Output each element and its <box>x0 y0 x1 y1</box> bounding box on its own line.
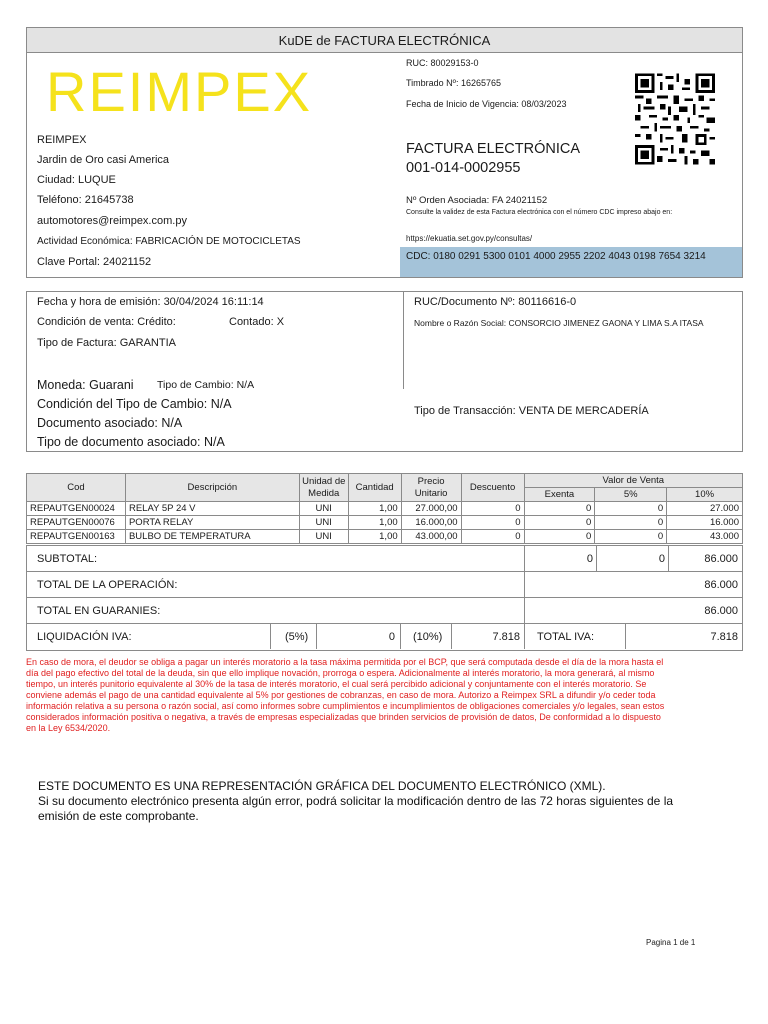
col-cod: Cod <box>27 474 126 502</box>
invoice-type: Tipo de Factura: GARANTIA <box>37 337 176 349</box>
col-divider <box>668 546 669 571</box>
operation-total-value: 86.000 <box>704 579 738 591</box>
cash-mark: Contado: X <box>229 316 285 328</box>
associated-order: Nº Orden Asociada: FA 24021152 <box>406 195 548 206</box>
associated-document-type: Tipo de documento asociado: N/A <box>37 435 225 449</box>
item-cod: REPAUTGEN00163 <box>27 530 126 544</box>
subtotal-label: SUBTOTAL: <box>37 553 98 565</box>
cdc-code: CDC: 0180 0291 5300 0101 4000 2955 2202 4043 0198 7654 3214 <box>400 247 742 277</box>
operation-total-row <box>27 572 742 598</box>
legal-line: día del pago efectivo del total de la deuda, sin que ello implique novación, prorroga o espera. Adicionalmente al interés moratorio, la mora generará, al mismo <box>26 668 655 678</box>
representation-title: ESTE DOCUMENTO ES UNA REPRESENTACIÓN GRÁFICA DEL DOCUMENTO ELECTRÓNICO (XML). <box>38 779 606 793</box>
col-divider <box>451 624 452 649</box>
col-divider <box>524 572 525 597</box>
col-unit: Unidad de Medida <box>299 474 348 502</box>
item-five: 0 <box>595 530 667 544</box>
company-address: Jardin de Oro casi America <box>37 154 170 166</box>
item-quantity: 1,00 <box>348 530 401 544</box>
item-description: BULBO DE TEMPERATURA <box>125 530 299 544</box>
col-description: Descripción <box>125 474 299 502</box>
legal-line: en la Ley 6534/2020. <box>26 723 111 733</box>
guaranies-total-label: TOTAL EN GUARANIES: <box>37 605 161 617</box>
subtotal-ten: 86.000 <box>704 553 738 565</box>
guaranies-total-row <box>27 598 742 624</box>
company-phone: Teléfono: 21645738 <box>37 194 134 206</box>
page-number: Pagina 1 de 1 <box>646 938 696 947</box>
col-divider <box>524 624 525 649</box>
iva-five-label: (5%) <box>285 631 309 643</box>
item-price: 27.000,00 <box>401 502 461 516</box>
item-unit: UNI <box>299 516 348 530</box>
subtotal-exenta: 0 <box>586 553 593 565</box>
legal-line: conviene además el pago de una cantidad equivalente al 5% por gestiones de cobranzas, en caso de mora. Autorizo a Reimpex SRL a difundir y/o ceder toda <box>26 690 656 700</box>
client-ruc: RUC/Documento Nº: 80116616-0 <box>414 296 577 308</box>
col-quantity: Cantidad <box>348 474 401 502</box>
item-exenta: 0 <box>524 516 595 530</box>
item-description: RELAY 5P 24 V <box>125 502 299 516</box>
legal-line: considerados información positiva o negativa, a través de empresas especializadas que brinden servicios de provisión de datos, De conformidad a lo dispuesto <box>26 712 661 722</box>
transaction-info <box>26 291 743 452</box>
col-sale-value: Valor de Venta <box>524 474 742 488</box>
client-name: Nombre o Razón Social: CONSORCIO JIMENEZ GAONA Y LIMA S.A ITASA <box>414 318 704 328</box>
item-ten: 16.000 <box>667 516 743 530</box>
legal-line: En caso de mora, el deudor se obliga a pagar un interés moratorio a la tasa máxima permitida por el BCP, que será computada desde el día de la mora hasta el <box>26 657 664 667</box>
col-exenta: Exenta <box>524 488 595 502</box>
col-divider <box>270 624 271 649</box>
item-price: 43.000,00 <box>401 530 461 544</box>
representation-line: emisión de este comprobante. <box>38 809 199 823</box>
item-discount: 0 <box>461 530 524 544</box>
iva-row <box>27 624 742 650</box>
invoice-header <box>26 27 743 278</box>
col-divider <box>596 546 597 571</box>
document-type: FACTURA ELECTRÓNICA <box>406 141 581 157</box>
item-exenta: 0 <box>524 530 595 544</box>
company-city: Ciudad: LUQUE <box>37 174 116 186</box>
document-number: 001-014-0002955 <box>406 160 521 176</box>
col-divider <box>524 546 525 571</box>
item-five: 0 <box>595 516 667 530</box>
col-ten: 10% <box>667 488 743 502</box>
iva-label: LIQUIDACIÓN IVA: <box>37 631 132 643</box>
subtotal-row <box>27 546 742 572</box>
guaranies-total-value: 86.000 <box>704 605 738 617</box>
col-divider <box>400 624 401 649</box>
exchange-type: Tipo de Cambio: N/A <box>157 379 255 391</box>
col-price: Precio Unitario <box>401 474 461 502</box>
transaction-type: Tipo de Transacción: VENTA DE MERCADERÍA <box>414 405 649 417</box>
currency: Moneda: Guarani <box>37 378 134 392</box>
company-activity: Actividad Económica: FABRICACIÓN DE MOTOCICLETAS <box>37 236 301 247</box>
col-discount: Descuento <box>461 474 524 502</box>
consult-url[interactable]: https://ekuatia.set.gov.py/consultas/ <box>406 234 533 243</box>
iva-ten-value: 7.818 <box>492 631 520 643</box>
legal-line: tiempo, un interés punitorio equivalente al 30% de la tasa de interés moratorio, el cual será percibido adicional y conjuntamente con el interés moratorio. Se <box>26 679 647 689</box>
item-cod: REPAUTGEN00024 <box>27 502 126 516</box>
associated-document: Documento asociado: N/A <box>37 416 183 430</box>
issuer-ruc: RUC: 80029153-0 <box>406 58 479 68</box>
timbrado: Timbrado Nº: 16265765 <box>406 78 502 88</box>
representation-note <box>38 779 718 824</box>
sale-condition: Condición de venta: Crédito: <box>37 316 176 328</box>
col-divider <box>316 624 317 649</box>
item-five: 0 <box>595 502 667 516</box>
col-five: 5% <box>595 488 667 502</box>
item-discount: 0 <box>461 502 524 516</box>
item-cod: REPAUTGEN00076 <box>27 516 126 530</box>
item-quantity: 1,00 <box>348 516 401 530</box>
item-quantity: 1,00 <box>348 502 401 516</box>
table-row <box>27 516 743 530</box>
item-ten: 43.000 <box>667 530 743 544</box>
emission-date: Fecha y hora de emisión: 30/04/2024 16:11:14 <box>37 296 264 308</box>
subtotal-five: 0 <box>658 553 665 565</box>
col-divider <box>625 624 626 649</box>
header-title: KuDE de FACTURA ELECTRÓNICA <box>27 28 742 53</box>
representation-line: Si su documento electrónico presenta algún error, podrá solicitar la modificación dentro de las 72 horas siguientes de la <box>38 794 674 808</box>
company-name: REIMPEX <box>37 134 87 146</box>
legal-line: información relativa a su persona o razón social, así como informes sobre cumplimientos e incumplimientos de obligaciones comerciales y/o legales, sean estos <box>26 701 665 711</box>
iva-ten-label: (10%) <box>413 631 443 643</box>
company-email: automotores@reimpex.com.py <box>37 215 187 227</box>
company-logo: REIMPEX <box>46 60 313 123</box>
consult-note: Consulte la validez de esta Factura electrónica con el número CDC impreso abajo en: <box>406 209 673 216</box>
item-exenta: 0 <box>524 502 595 516</box>
item-unit: UNI <box>299 502 348 516</box>
exchange-condition: Condición del Tipo de Cambio: N/A <box>37 397 232 411</box>
item-discount: 0 <box>461 516 524 530</box>
operation-total-label: TOTAL DE LA OPERACIÓN: <box>37 579 178 591</box>
qr-code <box>635 73 715 165</box>
items-table <box>26 473 743 544</box>
table-row <box>27 502 743 516</box>
col-divider <box>524 598 525 623</box>
iva-five-value: 0 <box>388 631 395 643</box>
item-price: 16.000,00 <box>401 516 461 530</box>
table-row <box>27 530 743 544</box>
portal-key: Clave Portal: 24021152 <box>37 256 152 268</box>
item-unit: UNI <box>299 530 348 544</box>
item-description: PORTA RELAY <box>125 516 299 530</box>
item-ten: 27.000 <box>667 502 743 516</box>
totals-section <box>26 545 743 651</box>
total-iva-label: TOTAL IVA: <box>537 631 595 643</box>
total-iva-value: 7.818 <box>710 631 738 643</box>
validity-date: Fecha de Inicio de Vigencia: 08/03/2023 <box>406 99 567 109</box>
legal-notice <box>26 657 745 734</box>
info-divider <box>403 292 404 389</box>
